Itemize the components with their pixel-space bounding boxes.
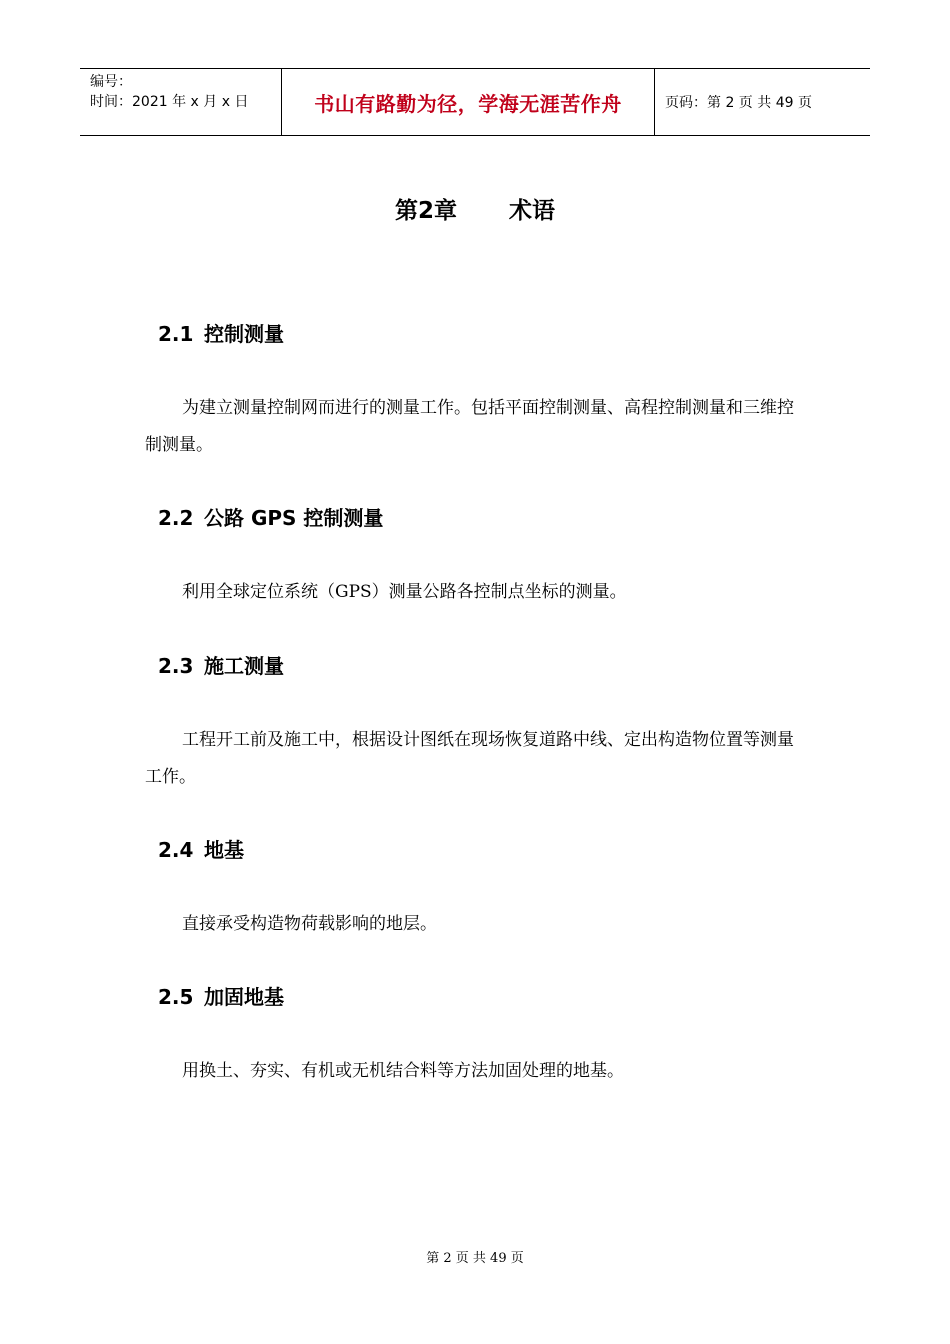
section-title: 控制测量 [204, 322, 284, 346]
section-title: 地基 [204, 838, 244, 862]
section-paragraph: 用换土、夯实、有机或无机结合料等方法加固处理的地基。 [182, 1061, 624, 1081]
chapter-heading [0, 192, 950, 225]
header-meta [80, 69, 282, 135]
section-heading [158, 650, 284, 679]
header-number-label: 编号： [90, 74, 132, 90]
section-title: 加固地基 [204, 985, 284, 1009]
section-number: 2.4 [158, 838, 194, 862]
header-time-label: 时间：2021 年 x 月 x 日 [90, 94, 249, 110]
section-paragraph: 直接承受构造物荷载影响的地层。 [182, 914, 437, 934]
section-heading [158, 981, 284, 1010]
section-title: 施工测量 [204, 654, 284, 678]
chapter-title: 术语 [509, 198, 555, 224]
section-paragraph: 工程开工前及施工中，根据设计图纸在现场恢复道路中线、定出构造物位置等测量工作。 [145, 730, 794, 787]
section-number: 2.2 [158, 506, 194, 530]
section-heading [158, 502, 383, 531]
chapter-number: 第2章 [394, 198, 457, 224]
section-heading [158, 318, 284, 347]
section-number: 2.5 [158, 985, 194, 1009]
section-paragraph: 为建立测量控制网而进行的测量工作。包括平面控制测量、高程控制测量和三维控制测量。 [145, 398, 794, 455]
section-title: 公路 GPS 控制测量 [204, 506, 384, 530]
header-page-info: 页码：第 2 页 共 49 页 [665, 95, 812, 111]
section-number: 2.3 [158, 654, 194, 678]
section-number: 2.1 [158, 322, 194, 346]
section-paragraph: 利用全球定位系统（GPS）测量公路各控制点坐标的测量。 [182, 582, 627, 602]
page-footer: 第 2 页 共 49 页 [426, 1251, 524, 1266]
section-heading [158, 834, 244, 863]
header-motto: 书山有路勤为径，学海无涯苦作舟 [282, 69, 655, 135]
page-header [80, 68, 870, 136]
